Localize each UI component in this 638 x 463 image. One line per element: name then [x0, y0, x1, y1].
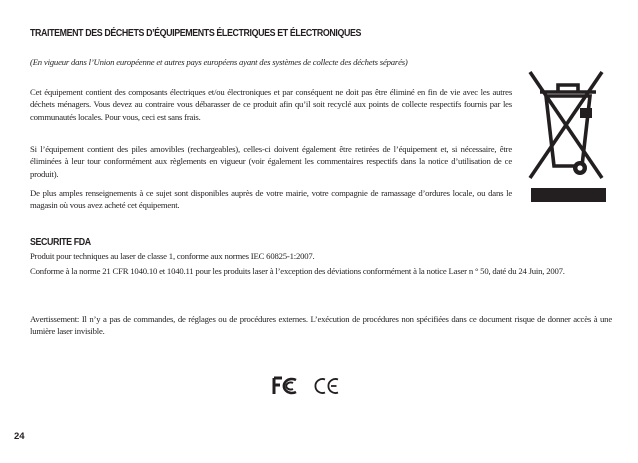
weee-paragraph-2: Si l’équipement contient des piles amovibles (rechargeables), celles-ci doivent également être retirées de l’équipement et, si nécessaire, être éliminées à leur tour conformément aux règlements en vigueur (voir également les commentaires respectifs dans la notice d’utilisation de ce produit).: [30, 144, 512, 179]
weee-paragraph-1: Cet équipement contient des composants électriques et/ou électroniques et par conséquent ne doit pas être éliminé en fin de vie avec les autres déchets ménagers. Vous devez au contraire vous débarasser de ce produit afin qu’il soit recyclé aux points de collecte respectifs fournis par les communautés locales. Pour vous, ceci est sans frais.: [30, 87, 512, 122]
fda-paragraph-3: Avertissement: Il n’y a pas de commandes, de réglages ou de procédures externes. L’exécution de procédures non spécifiées dans ce document risque de donner accès à une lumière laser invisible.: [30, 314, 612, 337]
weee-paragraph-3: De plus amples renseignements à ce sujet sont disponibles auprès de votre mairie, votre compagnie de ramassage d’ordures locale, ou dans le magasin où vous avez acheté cet équipement.: [30, 188, 512, 211]
crossed-out-wheelie-bin-icon: [524, 66, 608, 184]
fcc-mark-icon: [274, 378, 296, 394]
certification-marks: [272, 376, 342, 396]
weee-subtitle: (En vigueur dans l’Union européenne et autres pays européens ayant des systèmes de collecte des déchets séparés): [30, 57, 408, 67]
page-number: 24: [14, 431, 25, 442]
fda-paragraph-2: Conforme à la norme 21 CFR 1040.10 et 1040.11 pour les produits laser à l’exception des déviations conformément à la notice Laser n ° 50, daté du 24 Juin, 2007.: [30, 266, 565, 276]
fda-title: SECURITE FDA: [30, 237, 91, 248]
bin-underline-bar: [531, 188, 606, 202]
ce-mark-icon: [315, 379, 338, 393]
fda-paragraph-1: Produit pour techniques au laser de classe 1, conforme aux normes IEC 60825-1:2007.: [30, 251, 315, 261]
weee-title: TRAITEMENT DES DÉCHETS D’ÉQUIPEMENTS ÉLECTRIQUES ET ÉLECTRONIQUES: [30, 28, 362, 39]
